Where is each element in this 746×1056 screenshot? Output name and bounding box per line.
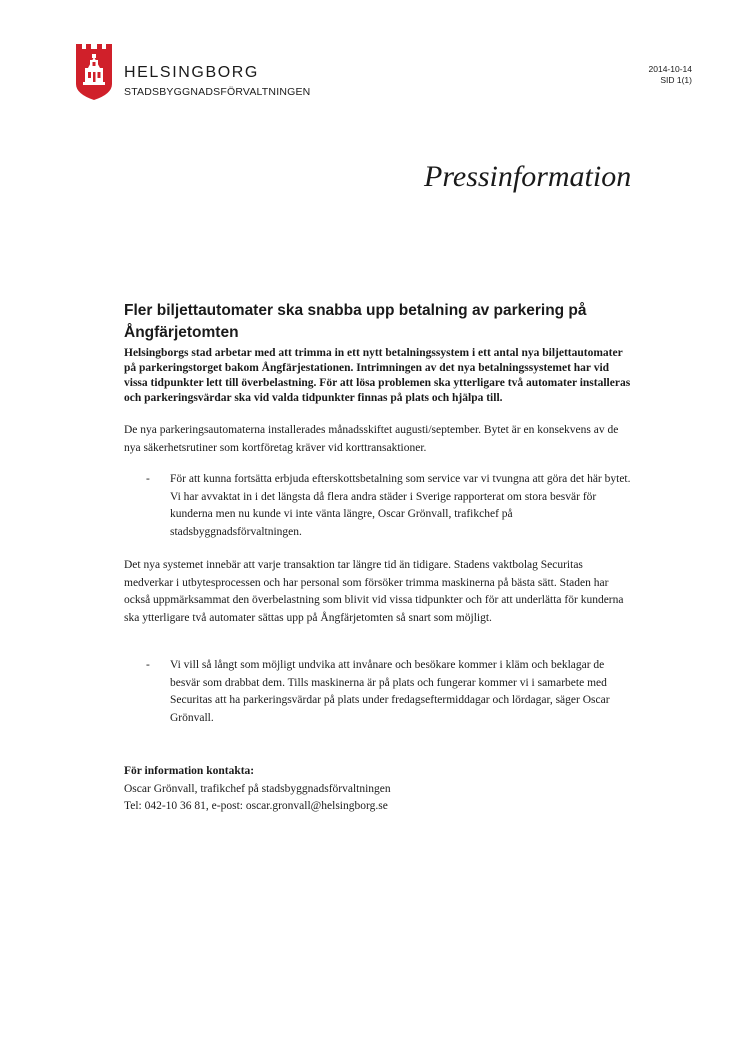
contact-block — [124, 763, 634, 816]
quote-dash: - — [146, 473, 150, 485]
page-number: SID 1(1) — [660, 75, 692, 85]
document-date: 2014-10-14 — [648, 64, 692, 74]
contact-label: För information kontakta: — [124, 765, 255, 777]
city-crest-logo — [76, 44, 112, 100]
article-body — [124, 300, 634, 816]
article-paragraph-1: De nya parkeringsautomaterna installerades månadsskiftet augusti/september. Bytet är en konsekvens av de nya säkerhetsrutiner som kortföretag kräver vid korttransaktioner. — [124, 424, 619, 454]
document-type-title: Pressinformation — [424, 160, 632, 193]
organization-name: HELSINGBORG — [124, 64, 259, 81]
document-meta — [649, 64, 692, 86]
article-lead: Helsingborgs stad arbetar med att trimma in ett nytt betalningssystem i ett antal nya biljettautomater på parkeringstorget bakom Ångfärjestationen. Intrimningen av det nya betalningssystemet har vid vissa tidpunkter lett till överbelastning. För att lösa problemen ska ytterligare två automater installeras och parkeringsvärdar ska vid valda tidpunkter finnas på plats och hjälpa till. — [124, 347, 631, 404]
contact-phone-email: Tel: 042-10 36 81, e-post: oscar.gronvall@helsingborg.se — [124, 800, 388, 812]
quote-text-1: För att kunna fortsätta erbjuda efterskottsbetalning som service var vi tvungna att göra det här bytet. Vi har avvaktat in i det längsta då flera andra städer i Sverige rapporterat om stora besvär för kunderna men nu kunde vi inte vänta längre, Oscar Grönvall, trafikchef på stadsbyggnadsförvaltningen. — [170, 473, 631, 538]
quote-block-1 — [124, 471, 634, 541]
quote-block-2 — [124, 657, 634, 727]
department-name: STADSBYGGNADSFÖRVALTNINGEN — [124, 86, 311, 98]
quote-text-2: Vi vill så långt som möjligt undvika att invånare och besökare kommer i kläm och beklagar de besvär som drabbat dem. Tills maskinerna är på plats och fungerar kommer vi i samarbete med Securitas att ha parkeringsvärdar på plats under fredagseftermiddagar och lördagar, säger Oscar Grönvall. — [170, 659, 610, 724]
article-paragraph-2: Det nya systemet innebär att varje transaktion tar längre tid än tidigare. Stadens vaktbolag Securitas medverkar i utbytesprocessen och har personal som försöker trimma maskinerna på bästa sätt. Staden har också uppmärksammat den överbelastning som blivit vid vissa tidpunkter och för att underlätta för kunderna ska ytterligare två automater sättas upp på Ångfärjetomten så snart som möjligt. — [124, 559, 624, 624]
crest-icon — [76, 44, 112, 100]
quote-dash: - — [146, 659, 150, 671]
article-headline: Fler biljettautomater ska snabba upp betalning av parkering på Ångfärjetomten — [124, 302, 587, 341]
contact-name: Oscar Grönvall, trafikchef på stadsbyggnadsförvaltningen — [124, 782, 391, 795]
